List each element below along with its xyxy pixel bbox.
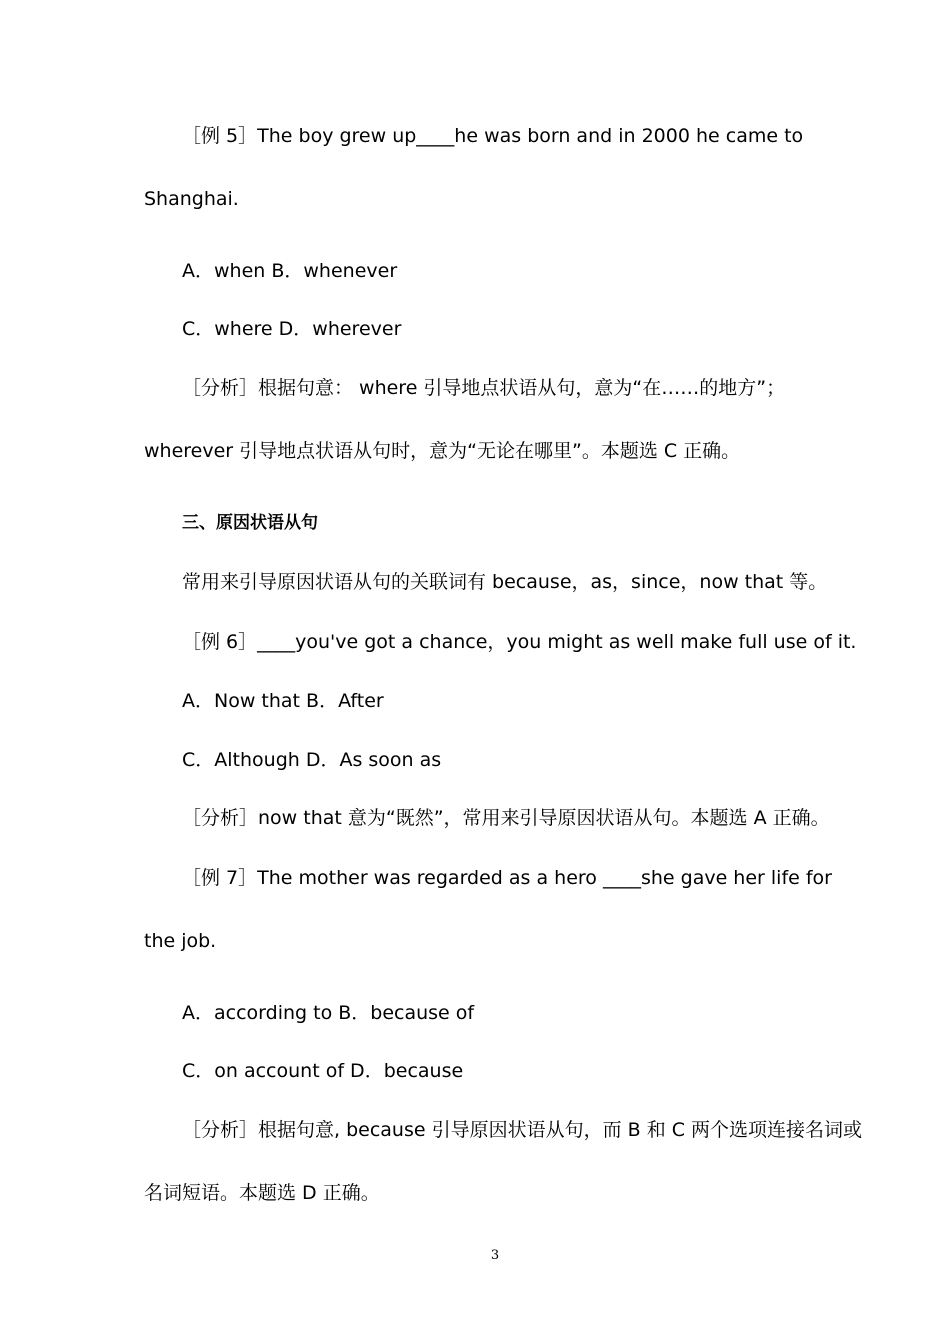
example-5-analysis-line-2: wherever 引导地点状语从句时，意为“无论在哪里”。本题选 C 正确。 — [144, 440, 741, 462]
example-6-analysis: ［分析］now that 意为“既然”，常用来引导原因状语从句。本题选 A 正确。 — [182, 807, 830, 829]
example-7-analysis-line-2: 名词短语。本题选 D 正确。 — [144, 1182, 380, 1204]
example-7-analysis-line-1: ［分析］根据句意, because 引导原因状语从句，而 B 和 C 两个选项连接名词或 — [182, 1119, 863, 1141]
example-6-options-line-1: A．Now that B．After — [182, 690, 384, 712]
example-5-question-line-2: Shanghai. — [144, 188, 239, 210]
example-5-options-line-1: A．when B．whenever — [182, 260, 398, 282]
example-7-question-line-2: the job. — [144, 930, 217, 952]
example-7-question-line-1: ［例 7］The mother was regarded as a hero ____she gave her life for — [182, 867, 832, 889]
example-5-analysis-line-1: ［分析］根据句意： where 引导地点状语从句，意为“在……的地方”； — [182, 377, 786, 399]
example-7-options-line-2: C．on account of D．because — [182, 1060, 464, 1082]
example-6-options-line-2: C．Although D．As soon as — [182, 749, 442, 771]
example-7-options-line-1: A．according to B．because of — [182, 1002, 475, 1024]
section-intro: 常用来引导原因状语从句的关联词有 because，as，since，now that 等。 — [182, 571, 828, 593]
section-heading: 三、原因状语从句 — [182, 513, 318, 533]
example-6-question: ［例 6］____you've got a chance，you might as well make full use of it. — [182, 631, 857, 653]
example-5-question-line-1: ［例 5］The boy grew up____he was born and in 2000 he came to — [182, 125, 804, 147]
page-number: 3 — [490, 1248, 500, 1263]
example-5-options-line-2: C．where D．wherever — [182, 318, 402, 340]
